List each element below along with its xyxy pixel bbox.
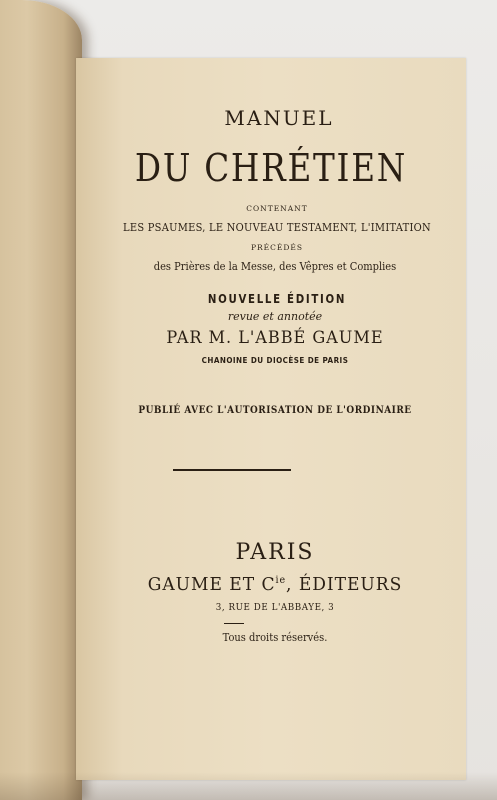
bottom-shadow	[0, 772, 497, 800]
publisher-sup: ie	[275, 575, 287, 586]
rights-line: Tous droits réservés.	[222, 631, 328, 644]
title-page	[76, 58, 466, 780]
left-page-spine	[0, 0, 82, 800]
divider-rule	[173, 469, 291, 471]
edition-label: NOUVELLE ÉDITION	[207, 292, 347, 306]
authorisation-line: PUBLIÉ AVEC L'AUTORISATION DE L'ORDINAIRE	[138, 404, 412, 416]
precedes-label: PRÉCÉDÉS	[250, 243, 303, 252]
prayers-line: des Prières de la Messe, des Vêpres et Complies	[153, 259, 397, 273]
author-title: CHANOINE DU DIOCÈSE DE PARIS	[201, 356, 349, 365]
publisher-suffix: , ÉDITEURS	[286, 574, 403, 595]
revue-label: revue et annotée	[227, 310, 323, 323]
title-manuel: MANUEL	[224, 106, 334, 130]
imprint-address: 3, RUE DE L'ABBAYE, 3	[215, 602, 335, 613]
imprint-publisher	[90, 574, 461, 595]
small-divider	[224, 623, 244, 624]
main-title: DU CHRÉTIEN	[134, 146, 408, 190]
author-line: PAR M. L'ABBÉ GAUME	[166, 328, 384, 348]
contents-line: LES PSAUMES, LE NOUVEAU TESTAMENT, L'IMITATION	[123, 220, 431, 234]
publisher-name: GAUME ET C	[147, 574, 276, 595]
contenant-label: CONTENANT	[246, 204, 308, 213]
imprint-city: PARIS	[235, 540, 315, 565]
